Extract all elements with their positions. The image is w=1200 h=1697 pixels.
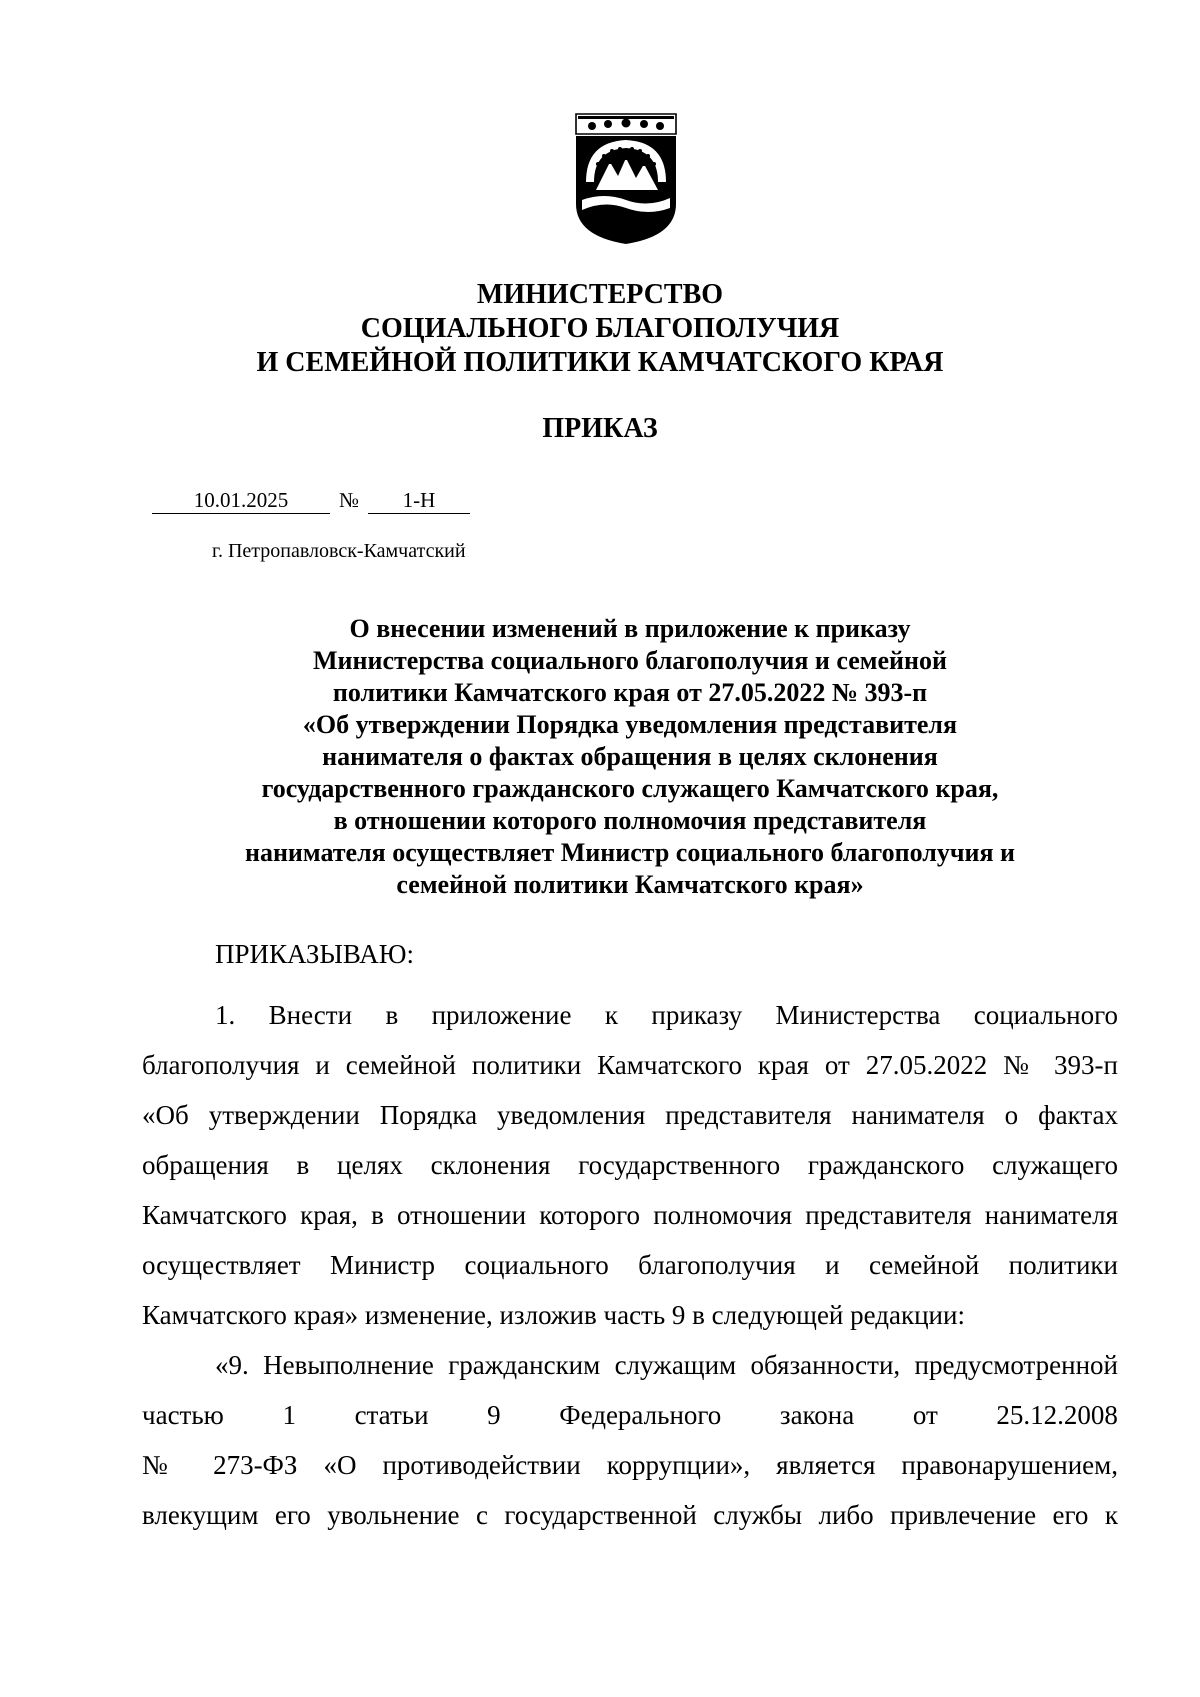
paragraph-line: благополучия и семейной политики Камчатского края от 27.05.2022 № 393-п [142,1050,1118,1080]
title-line: нанимателя о фактах обращения в целях склонения [322,742,938,771]
paragraph-line: № 273-ФЗ «О противодействии коррупции», является правонарушением, [142,1450,1118,1480]
paragraph-2 [142,1340,1118,1540]
word: частью [142,1400,224,1430]
title-line: Министерства социального благополучия и семейной [313,646,947,675]
kamchatka-coat-of-arms-icon [572,112,680,246]
paragraph-1 [142,990,1118,1340]
paragraph-line-spread [142,1390,1118,1440]
ministry-name-line: МИНИСТЕРСТВО [476,279,724,310]
paragraph-line: «9. Невыполнение гражданским служащим обязанности, предусмотренной [215,1350,1118,1380]
word: статьи [354,1400,429,1430]
title-line: политики Камчатского края от 27.05.2022 № 393-п [332,678,928,707]
order-title [150,613,1110,901]
title-line: государственного гражданского служащего Камчатского края, [261,774,999,803]
word: 9 [487,1400,501,1430]
number-sign: № [338,488,360,512]
title-line: семейной политики Камчатского края» [396,870,864,899]
word: закона [779,1400,855,1430]
paragraph-line: «Об утверждении Порядка уведомления представителя нанимателя о фактах [142,1100,1118,1130]
ministry-name-line: И СЕМЕЙНОЙ ПОЛИТИКИ КАМЧАТСКОГО КРАЯ [256,347,944,378]
document-type: ПРИКАЗ [542,413,658,444]
paragraph-line: Камчатского края, в отношении которого полномочия представителя нанимателя [142,1200,1118,1230]
word: от [912,1400,938,1430]
word: Федерального [559,1400,722,1430]
paragraph-line: Камчатского края» изменение, изложив часть 9 в следующей редакции: [142,1300,965,1330]
issue-city: г. Петропавловск-Камчатский [212,540,466,562]
paragraph-line: осуществляет Министр социального благополучия и семейной политики [142,1250,1118,1280]
title-line: нанимателя осуществляет Министр социального благополучия и [244,838,1016,867]
title-line: О внесении изменений в приложение к приказу [349,614,911,643]
title-line: «Об утверждении Порядка уведомления представителя [302,710,958,739]
title-line: в отношении которого полномочия представителя [333,806,927,835]
word: 1 [282,1400,296,1430]
paragraph-line: обращения в целях склонения государственного гражданского служащего [142,1150,1118,1180]
word: 25.12.2008 [996,1400,1118,1430]
order-number: 1-Н [368,488,470,514]
order-directive: ПРИКАЗЫВАЮ: [215,939,414,969]
order-date: 10.01.2025 [152,488,330,514]
paragraph-line: 1. Внести в приложение к приказу Министерства социального [215,1000,1118,1030]
ministry-name-line: СОЦИАЛЬНОГО БЛАГОПОЛУЧИЯ [360,313,840,344]
ministry-name [0,278,1200,380]
paragraph-line: влекущим его увольнение с государственной службы либо привлечение его к [142,1500,1118,1530]
